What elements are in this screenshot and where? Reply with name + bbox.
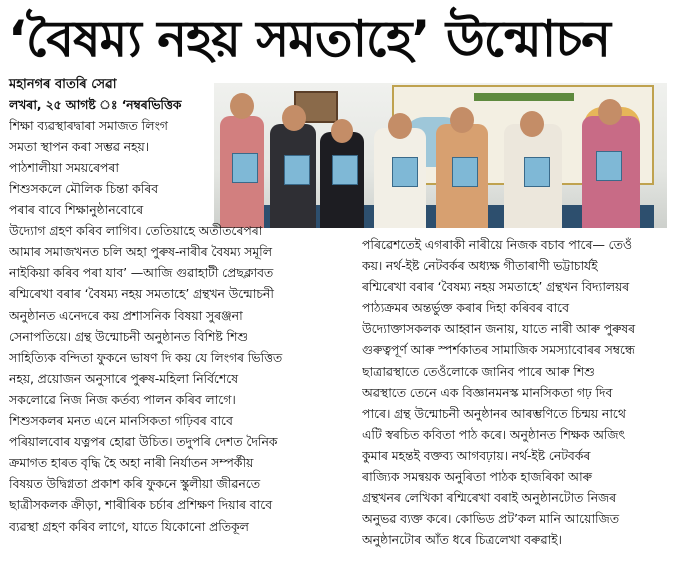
text-line: উদ্যোক্তাসকলক আহ্বান জনায়, যাতে নাৰী আৰু পুৰুষৰ bbox=[362, 321, 636, 337]
text-line: শিক্ষা ব্যৱস্থাৰদ্বাৰা সমাজত লিংগ bbox=[9, 118, 168, 134]
book-icon bbox=[392, 157, 418, 187]
text-line: অৱস্থাতে তেনে এক বিজ্ঞানমনস্ক মানসিকতা গঢ় দিব bbox=[362, 384, 613, 400]
text-line: এটি স্বৰচিত কবিতা পাঠ কৰে। অনুষ্ঠানত শিক্ষক অজিৎ bbox=[362, 426, 626, 442]
text-line: পাঠশালীয়া সময়ৰেপৰা bbox=[9, 160, 119, 176]
text-line: নাইকিয়া কৰিব পৰা যাব’ —আজি গুৱাহাটী প্ৰেছক্লাবত bbox=[9, 265, 274, 281]
text-line: পাঠ্যক্ৰমৰ অন্তৰ্ভুক্ত কৰাৰ দিহা কৰিবৰ বাবে bbox=[362, 300, 569, 316]
text-line: পৰিৱেশতেই এগৰাকী নাৰীয়ে নিজক বচাব পাৰে— তেওঁ bbox=[362, 237, 632, 252]
text-line: ক্ৰমাগত হাৰত বৃদ্ধি হৈ অহা নাৰী নিৰ্যাতন সম্পৰ্কীয় bbox=[9, 455, 254, 471]
text-line: ছাত্ৰীসকলক ক্ৰীড়া, শাৰীৰিক চৰ্চাৰ প্ৰশিক্ষণ দিয়াৰ বাবে bbox=[9, 497, 273, 513]
text-line: পাৰে। গ্ৰন্থ উন্মোচনী অনুষ্ঠানৰ আৰম্ভণিতে চিন্ময় নাথে bbox=[362, 405, 626, 421]
text-line: গুৰুত্বপূৰ্ণ আৰু স্পৰ্শকাতৰ সামাজিক সমস্যাবোৰৰ সম্বন্ধে bbox=[362, 342, 635, 358]
text-line: শিশুসকলে মৌলিক চিন্তা কৰিব bbox=[9, 181, 159, 196]
text-line: অনুষ্ঠানত এনেদৰে কয় প্ৰশাসনিক বিষয়া সুৰঞ্জনা bbox=[9, 307, 243, 323]
text-line: আমাৰ সমাজখনত চলি অহা পুৰুষ-নাৰীৰ বৈষম্য সমূলি bbox=[9, 244, 272, 260]
text-line: উদ্যোগ গ্ৰহণ কৰিব লাগিব। তেতিয়াহে অতীতৰেপৰা bbox=[9, 223, 263, 239]
text-line: পৰিয়ালবোৰ যত্নপৰ হোৱা উচিত। তদুপৰি দেশত দৈনিক bbox=[9, 434, 278, 450]
text-line: কুমাৰ মহন্তই বক্তব্য আগবঢ়ায়। নৰ্থ-ইষ্ট নেটবৰ্কৰ bbox=[362, 447, 591, 463]
text-line: অনুষ্ঠানটোৰ আঁত ধৰে চিত্ৰলেখা বৰুৱাই। bbox=[362, 532, 562, 548]
text-line: গ্ৰন্থখনৰ লেখিকা ৰশ্মিৰেখা বৰাই অনুষ্ঠানটোত নিজৰ bbox=[362, 490, 616, 506]
text-line: ছাত্ৰাৱস্থাতে তেওঁলোকে জানিব পাৰে আৰু শিশু bbox=[362, 363, 595, 379]
article-column-top-left bbox=[9, 94, 211, 178]
book-icon bbox=[524, 157, 550, 187]
text-line: কয়। নৰ্থ-ইষ্ট নেটবৰ্কৰ অধ্যক্ষ গীতাৰাণী ভট্টাচাৰ্যই bbox=[362, 258, 598, 274]
article-column-right bbox=[362, 234, 669, 550]
book-icon bbox=[596, 151, 622, 181]
text-line: সাহিত্যিক বন্দিতা ফুকনে ভাষণ দি কয় যে লিংগৰ ভিত্তিত bbox=[9, 349, 283, 365]
text-line: সমতা স্থাপন কৰা সম্ভৱ নহয়। bbox=[9, 139, 149, 155]
text-line: শিশুসকলৰ মনত এনে মানসিকতা গঢ়িবৰ বাবে bbox=[9, 413, 233, 429]
text-line: ব্যৱস্থা গ্ৰহণ কৰিব লাগে, যাতে যিকোনো প্ৰতিকূল bbox=[9, 518, 249, 534]
text-line: নহয়, প্ৰয়োজন অনুসাৰে পুৰুষ-মহিলা নিৰ্বিশেষে bbox=[9, 370, 239, 386]
text-line: সকলোৱে নিজ নিজ কৰ্তব্য পালন কৰিব লাগে। bbox=[9, 391, 236, 407]
byline: মহানগৰ বাতৰি সেৱা bbox=[9, 77, 117, 92]
article-column-left bbox=[9, 178, 354, 537]
text-line: ৰশ্মিৰেখা বৰাৰ ‘বৈষম্য নহয় সমতাহে’ গ্ৰন্থখন উন্মোচনী bbox=[9, 286, 274, 302]
text-line: লখৰা, ২৫ আগষ্ট ঃ ‘নম্বৰভিত্তিক bbox=[9, 97, 182, 112]
text-line: সেনাপতিয়ে। গ্ৰন্থ উন্মোচনী অনুষ্ঠানত বিশিষ্ট শিশু bbox=[9, 328, 248, 344]
book-icon bbox=[452, 157, 478, 187]
text-line: পৰাৰ বাবে শিক্ষানুষ্ঠানবোৰে bbox=[9, 202, 143, 218]
text-line: ৰাজ্যিক সমন্বয়ক অনুৰিতা পাঠক হাজৰিকা আৰু bbox=[362, 469, 592, 485]
headline: ‘বৈষম্য নহয় সমতাহে’ উন্মোচন bbox=[8, 10, 611, 68]
text-line: ৰশ্মিৰেখা বৰাৰ ‘বৈষম্য নহয় সমতাহে’ গ্ৰন্থখন বিদ্যালয়ৰ bbox=[362, 279, 630, 295]
text-line: অনুভৱ ব্যক্ত কৰে। কোভিড প্ৰট’কল মানি আয়োজিত bbox=[362, 511, 619, 527]
text-line: বিষয়ত উদ্বিগ্নতা প্ৰকাশ কৰি ফুকনে স্কুলীয়া জীৱনতে bbox=[9, 476, 261, 492]
